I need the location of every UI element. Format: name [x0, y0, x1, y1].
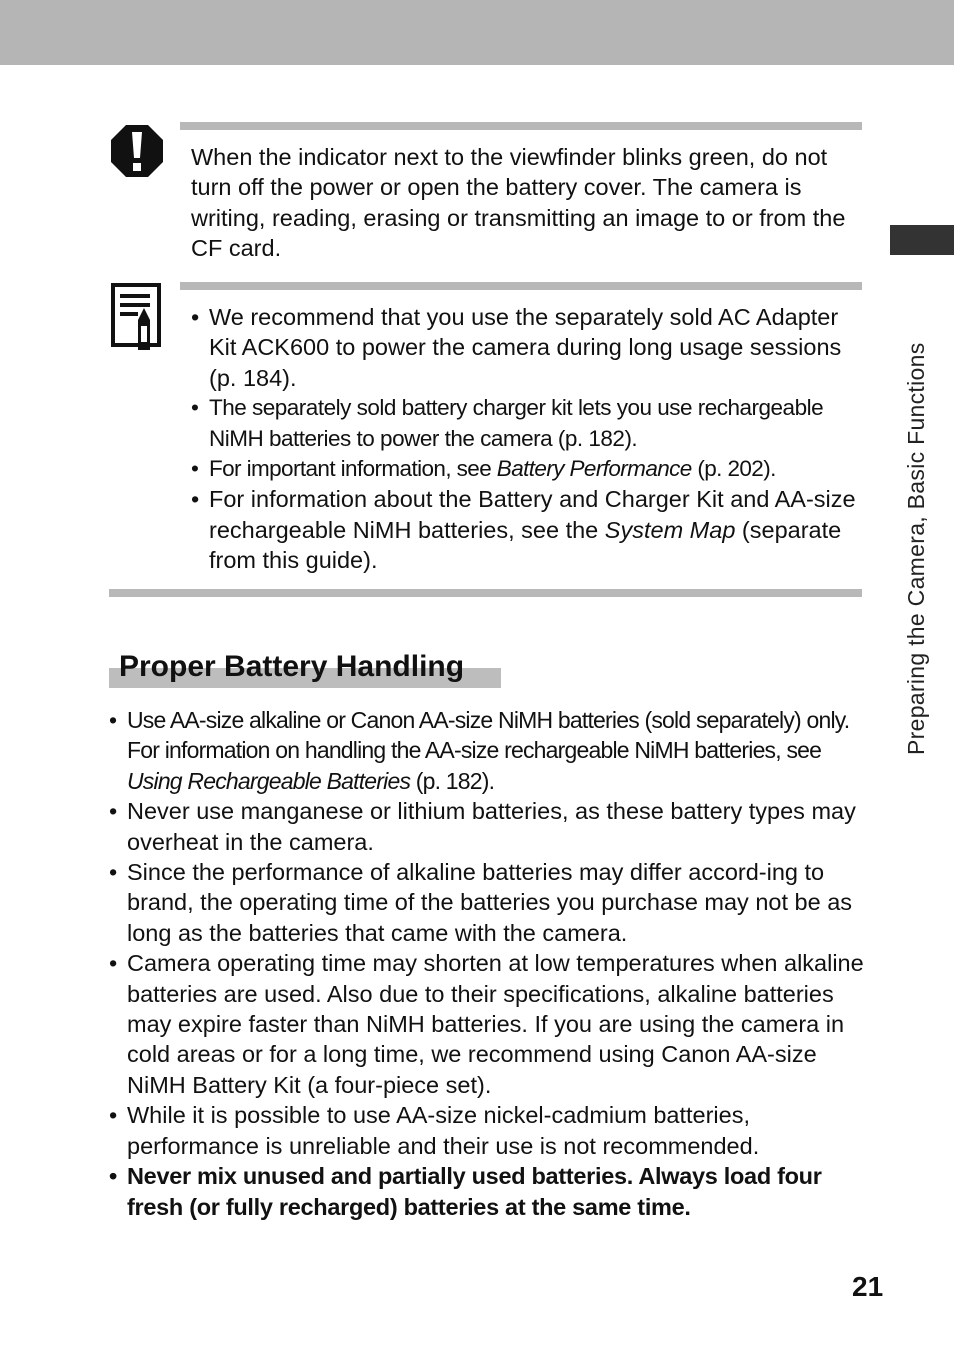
list-item: • While it is possible to use AA-size nickel-cadmium batteries, performance is unreliable and their use is not recommended. — [109, 1100, 865, 1161]
chapter-label: Preparing the Camera, Basic Functions — [903, 342, 929, 755]
memo-top-rule — [180, 282, 862, 290]
page-number: 21 — [852, 1271, 884, 1302]
memo-item: • The separately sold battery charger kit lets you use rechargeable NiMH batteries to power the camera (p. 182). — [191, 393, 863, 454]
section-title: Proper Battery Handling — [119, 650, 465, 683]
chapter-tab — [890, 225, 954, 255]
memo-icon — [110, 282, 164, 350]
caution-top-rule — [180, 122, 862, 130]
list-item: • Use AA-size alkaline or Canon AA-size NiMH batteries (sold separately) only. For information on handling the AA-size rechargeable NiMH batteries, see Using Rechargeable Batteries (p. 182). — [109, 705, 865, 796]
memo-bottom-rule — [109, 589, 862, 597]
memo-list — [191, 302, 863, 576]
section-heading — [109, 648, 501, 688]
list-item: • Never use manganese or lithium batteries, as these battery types may overheat in the camera. — [109, 796, 865, 857]
list-item: • Since the performance of alkaline batteries may differ accord-ing to brand, the operating time of the batteries you purchase may not be as long as the batteries that came with the camera. — [109, 857, 865, 948]
caution-icon — [110, 124, 164, 178]
memo-item: • For important information, see Battery Performance (p. 202). — [191, 454, 863, 484]
caution-text: When the indicator next to the viewfinder blinks green, do not turn off the power or open the battery cover. The camera is writing, reading, erasing or transmitting an image to or from the CF card. — [191, 144, 846, 262]
header-band — [0, 0, 954, 65]
list-item: • Camera operating time may shorten at low temperatures when alkaline batteries are used. Also due to their specifications, alkaline batteries may expire faster than NiMH batteries. If you are using the camera in cold areas or for a long time, we recommend using Canon AA-size NiMH Battery Kit (a four-piece set). — [109, 948, 865, 1100]
memo-item: • We recommend that you use the separately sold AC Adapter Kit ACK600 to power the camera during long usage sessions (p. 184). — [191, 302, 863, 393]
battery-handling-list — [109, 705, 865, 1222]
list-item-warning: • Never mix unused and partially used batteries. Always load four fresh (or fully recharged) batteries at the same time. — [109, 1161, 865, 1222]
memo-item: • For information about the Battery and Charger Kit and AA-size rechargeable NiMH batteries, see the System Map (separate from this guide). — [191, 484, 863, 575]
